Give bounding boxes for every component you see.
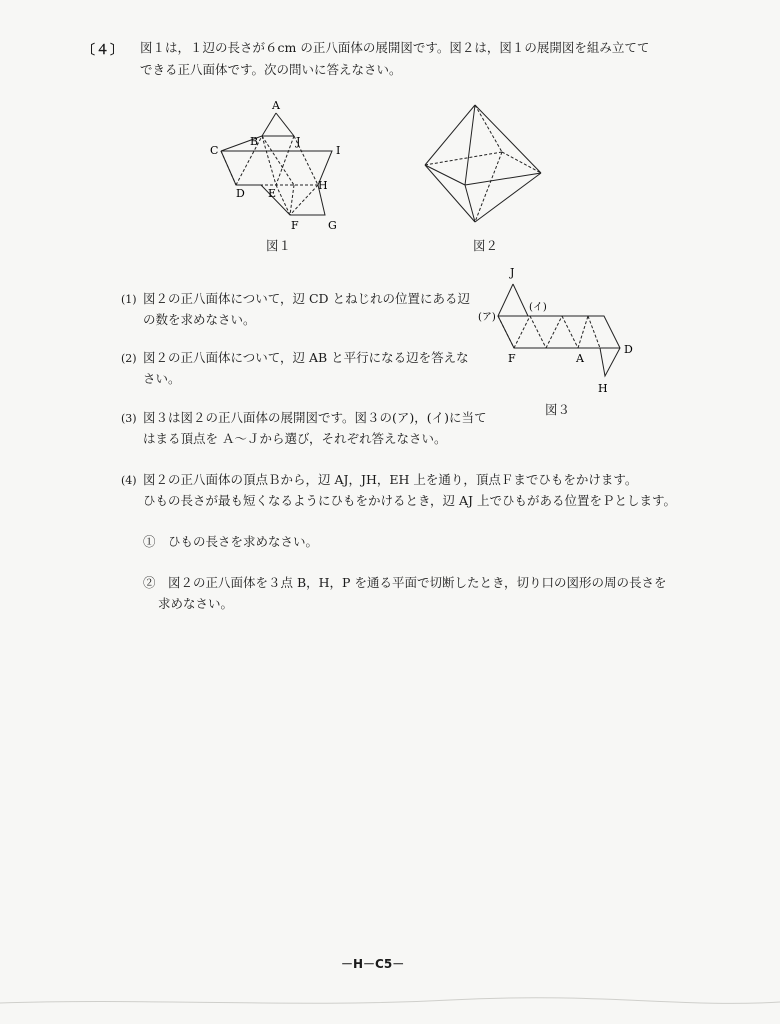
figure1-label-i: I [336,144,341,157]
figure3-svg [470,262,645,402]
q4-sub1: ① ひもの長さを求めなさい。 [143,534,319,549]
figure3-label-h: H [598,382,608,395]
q2-line1: 図２の正八面体について，辺 AB と平行になる辺を答えな [143,350,469,365]
figure1-label-a: A [272,99,280,112]
figure3-fold-lines [498,316,620,348]
page-code: －H－C5－ [341,957,405,971]
q3-number: (3) [121,412,137,425]
figure1-label-b: B [250,135,259,148]
figure1-svg [200,95,360,240]
figure1-label-h: H [318,179,328,192]
figure2-edge [425,105,475,165]
q4-sub2-line1: ② 図２の正八面体を３点 B，H，P を通る平面で切断したとき，切り口の図形の周の長さを [143,575,667,590]
q3-line1: 図３は図２の正八面体の展開図です。図３の(ア)，(イ)に当て [143,410,487,425]
figure3-label-a: A [576,352,584,365]
figure2-hidden-edges [425,105,541,222]
figure3-label-i-paren: (イ) [529,302,547,313]
figure1-label-j: J [296,135,301,148]
q2-number: (2) [121,352,137,365]
problem-intro-line1: 図１は，１辺の長さが６cm の正八面体の展開図です。図２は，図１の展開図を組み立てて [140,40,650,55]
figure1-label-f: F [291,219,299,232]
figure1-net [200,95,360,244]
figure3-label-d: D [624,343,633,356]
figure1-label-c: C [210,144,219,157]
figure3-label-a-paren: (ア) [478,312,496,323]
figure3-caption: 図３ [545,402,571,417]
problem-number: 〔４〕 [82,43,125,58]
q2-line2: さい。 [143,371,181,386]
figure1-label-g: G [328,219,337,232]
figure3-net [470,262,645,406]
q3-line2: はまる頂点を Ａ～Ｊから選び，それぞれ答えなさい。 [143,431,447,446]
figure1-caption: 図１ [266,238,292,253]
q4-line1: 図２の正八面体の頂点Ｂから，辺 AJ，JH，EH 上を通り，頂点Ｆまでひもをかけます。 [143,472,638,487]
figure3-label-j: J [510,266,515,279]
figure3-outline [498,284,620,376]
figure3-label-f: F [508,352,516,365]
q1-number: (1) [121,293,137,306]
figure1-label-d: D [236,187,245,200]
q4-number: (4) [121,474,137,487]
figure1-fold-lines [221,136,318,215]
figure2-octahedron [420,100,545,234]
q1-line1: 図２の正八面体について，辺 CD とねじれの位置にある辺 [143,291,471,306]
figure2-caption: 図２ [473,238,499,253]
q1-line2: の数を求めなさい。 [143,312,256,327]
figure1-label-e: E [268,187,277,200]
figure1-edge-aj [276,113,294,136]
q4-sub2-line2: 求めなさい。 [158,596,234,611]
q4-line2: ひもの長さが最も短くなるようにひもをかけるとき，辺 AJ 上でひもがある位置をＰとします。 [143,493,676,508]
problem-intro-line2: できる正八面体です。次の問いに答えなさい。 [140,62,402,77]
figure2-svg [420,100,545,230]
